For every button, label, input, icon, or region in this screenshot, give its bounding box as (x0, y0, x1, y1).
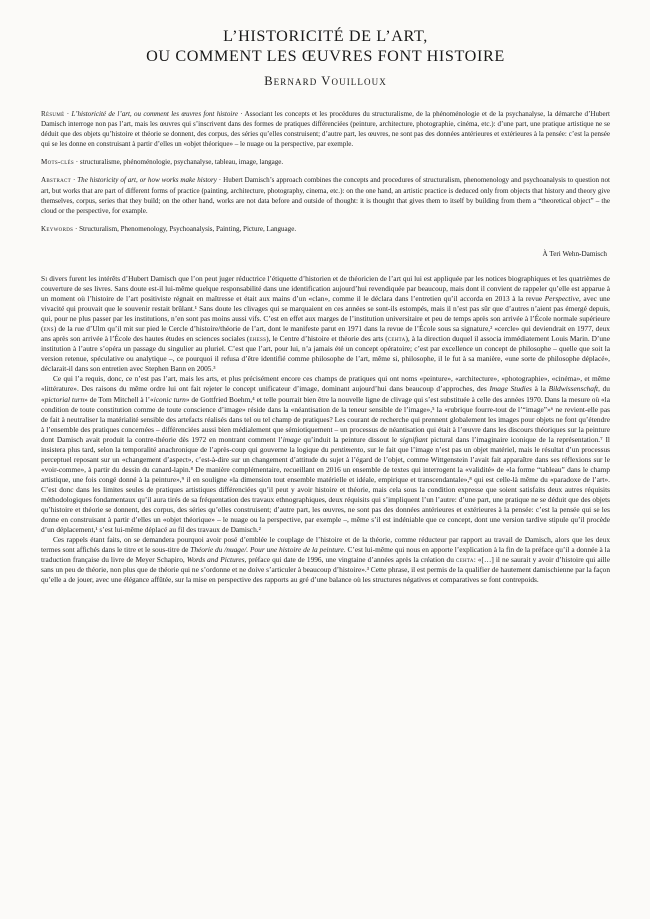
text-run: » de Tom Mitchell à l’« (84, 394, 154, 404)
text-run: ) de la rue d’Ulm qu’il mit sur pied le Cercle d’histoire/théorie de l’art, dont le manifeste parut en 1971 dans la revue de l’École sous sa signature,² «cercle» qui deviendrait en 1977, deux ans après son arrivée à l’École des hautes études en sciences sociales ( (41, 324, 610, 344)
acronym: ens (43, 324, 54, 334)
text-run: . C’est lui-même qui nous en apporte l’explication à la fin de la préface qu’il a donnée à la traduction française du livre de Meyer Schapiro, (41, 545, 610, 565)
text-run: à la (531, 384, 549, 394)
body-paragraph-2 (41, 374, 610, 535)
abstract-title: The historicity of art, or how works make history (77, 176, 217, 185)
acronym: ehess (249, 334, 267, 344)
keywords-label: Keywords (41, 224, 74, 233)
separator: · (73, 224, 80, 233)
text-run: , préface qui date de 1996, une vingtaine d’années après la création du (244, 555, 456, 565)
text-run: Ce qui l’a requis, donc, ce n’est pas l’art, mais les arts, et plus précisément encore ces champs de pratiques qui ont noms «peinture», «architecture», «photographie», «cinéma», et même «littérature». Des raisons du même ordre lui ont fait rejeter le concept unificateur d’image, dominant aujourd’hui dans beaucoup d’approches, des (41, 374, 610, 394)
abstract-section (41, 109, 610, 234)
text-run: , du « (41, 384, 610, 404)
text-run: , sur le fait que l’image n’est pas un objet matériel, mais le résultat d’un processus perceptuel reposant sur un «changement d’aspect», c’est-à-dire sur un changement d’attitude du sujet à l’égard de l’objet, comme Wittgenstein l’avait fait apparaître dans ses réflexions sur le «voir-comme», à partir du dessin du canard-lapin.⁸ De manière complémentaire, recueillant en 2016 un ensemble de textes qui interrogent la «validité» de «la forme “tableau” dans le champ artistique, une fois congé donné à la peinture»,⁹ il en souligne «la dimension tout ensemble matérielle et idéale, empirique et transcendantale»,⁸ qui est celle-là même du «paradoxe de l’art». C’est donc dans les limites seules de pratiques artistiques différenciées qu’il peut y avoir histoire et théorie, mais cela sous la condition expresse que soient satisfaits deux autres réquisits méthodologiques fondamentaux qu’il aura tirés de sa fréquentation des travaux ethnographiques, deux réquisits qui s’impliquent l’un l’autre: d’une part, une pratique ne se déduit que des objets qu’histoire et théorie se donnent, des corpus, des séries qu’elles construisent; d’autre part, les œuvres, ne sont pas des données antérieures et extérieures à la pensée: c’est la pensée qui se les donne en construisant à partir d’elles un «objet théorique» – le nuage ou la perspective, par exemple –, même s’il est indéniable que ce concept, dont une version tardive stipule qu’il procède d’un déplacement,¹ s’est lui-même déplacé au fil des travaux de Damisch.² (41, 444, 610, 535)
body-paragraph-1 (41, 274, 610, 374)
keywords-text: Structuralism, Phenomenology, Psychoanalysis, Painting, Picture, Language. (79, 224, 297, 233)
italic-run: Image Studies (489, 384, 532, 394)
separator: · (73, 158, 80, 167)
resume-title: L’historicité de l’art, ou comment les œuvres font histoire (71, 110, 238, 118)
text-run: qu’induit la peinture dissout le (300, 434, 400, 444)
italic-run: Théorie du /nuage/. Pour une histoire de la peinture (190, 545, 344, 555)
text-run: » de Gottfried Boehm,⁴ et telle pourrait bien être la nouvelle ligne de clivage qui s’est substituée à celle des années 1970. Dans la mesure où «la condition de toute constitution comme de toute conscience d’image» réside dans la «néantisation de la teneur sensible de l’image»,⁵ la «rubrique fourre-tout de l’“image”»⁶ ne revient-elle pas de fait à neutraliser la matérialité sensible des artefacts réalisés dans tel ou tel champ de pratiques? Les courant de recherche qui prennent globalement les images pour objets ne font qu’étendre à l’ensemble des pratiques concernées – différenciées aussi bien médialement que sémiotiquement – un processus de néantisation qui était à l’œuvre dans les discours théoriques sur la peinture dont Damisch avait produit la contre-théorie dès 1972 en montrant comment l’ (41, 394, 610, 444)
mots-cles-text: structuralisme, phénoménologie, psychanalyse, tableau, image, langage. (79, 158, 284, 167)
keywords-paragraph (41, 224, 610, 234)
mots-cles-block (41, 157, 610, 167)
lead-in: Si (41, 273, 48, 283)
abstract-text: Hubert Damisch’s approach combines the concepts and procedures of structuralism, phenomenology and psychoanalysis to question not art, but works that are part of different forms of practice (painting, architecture, photography, cinema, etc.): on the one hand, an artistic practice is deduced only from objects that history and theory give themselves, corpus, series that they build; on the other hand, works are not data before and outside of thought: it is thought that gives them to itself by building from them a “theoretical object” – the cloud or the perspective, for example. (41, 176, 611, 215)
keywords-block (41, 224, 610, 234)
resume-block (41, 109, 610, 149)
acronym: cehta (455, 555, 474, 565)
text-run: ), à la direction duquel il associa immédiatement Louis Marin. D’une institution à l’autre s’opéra un passage du singulier au pluriel. C’est que l’art, pour lui, n’a jamais été un concept opératoire; c’est par excellence un concept de philosophe – quelle que soit la version retenue, spéculative ou analytique –, ce pourquoi il refusa d’être identifié comme philosophe de l’art, même si, philosophe, il le fut à sa manière, «une sorte de philosophe déplacé», déclarait-il dans son entretien avec Stephen Bann en 2005.³ (41, 334, 611, 374)
text-run: Ces rappels étant faits, on se demandera pourquoi avoir posé d’emblée le couplage de l’histoire et de la théorie, comme réducteur par rapport au travail de Damisch, alors que les deux termes sont affichés dans le titre et le sous-titre de (41, 535, 610, 555)
resume-label: Résumé (41, 110, 65, 118)
mots-cles-paragraph (41, 157, 610, 167)
italic-run: pictorial turn (44, 394, 85, 404)
separator: · (216, 176, 224, 185)
author-text: Bernard Vouilloux (264, 74, 387, 88)
abstract-block (41, 175, 610, 215)
abstract-paragraph (41, 175, 610, 215)
body-paragraph-3 (41, 535, 610, 585)
acronym: cehta (387, 334, 406, 344)
text-run: : «[…] il ne saurait y avoir d’histoire qui aille sans un peu de théorie, non plus que de théorie qui ne s’ordonne et ne doive s’articuler à beaucoup d’histoire».³ Cette phrase, il est permis de la qualifier de hautement damischienne par la façon qu’elle a de jouer, avec une élégance affûtée, sur la mise en perspective des rapports au gré d’une balance où les structures négatives et comparatives se font contrepoids. (41, 555, 610, 585)
italic-run: pentimento (330, 444, 364, 454)
article-body (41, 274, 610, 585)
resume-paragraph (41, 109, 610, 149)
title-line-2: OU COMMENT LES ŒUVRES FONT HISTOIRE (146, 47, 505, 65)
mots-cles-label: Mots-clés (41, 158, 74, 167)
text-run: , avec une vivacité qui prouvait que le souvenir restait brûlant.¹ Sans doute les clivages qui se marquaient en ces années se sont-ils estompés, mais il n’est pas sûr que d’autres n’aient pas émergé depuis, qui, pour ne plus passer par les institutions, n’en sont pas moins aussi vifs. C’est en effet aux marges de l’institution universitaire et peu de temps après son arrivée à l’École normale supérieure ( (41, 294, 611, 334)
text-run: pictural dans l’imaginaire iconique de la représentation.⁷ Il insistera plus tard, selon la temporalité anachronique de l’après-coup qui gouverne la logique du (41, 434, 610, 454)
italic-run: iconic turn (153, 394, 186, 404)
italic-run: Bildwissenschaft (548, 384, 599, 394)
author-name (41, 74, 610, 89)
title-line-1: L’HISTORICITÉ DE L’ART, (223, 27, 428, 45)
resume-text: Associant les concepts et les procédures du structuralisme, de la phénoménologie et de la psychanalyse, la démarche d’Hubert Damisch interroge non pas l’art, mais les œuvres qui s’inscrivent dans des formes de pratiques différenciées (peinture, architecture, photographie, cinéma, etc.): d’une part, une pratique artistique ne se déduit que des objets qu’histoire et théorie se donnent, des corpus, des séries qu’elles construisent; d’autre part, les œuvres, ne sont pas des données antérieures et extérieures à la pensée: c’est la pensée qui se les donne en construisant à partir d’elles un «objet théorique» – le nuage ou la perspective, par exemple. (41, 110, 610, 149)
dedication: À Teri Wehn-Damisch (542, 249, 607, 258)
italic-run: image (282, 434, 301, 444)
text-run: divers furent les intérêts d’Hubert Damisch que l’on peut juger réductrice l’étiquette d’historien et de théoricien de l’art qui lui est appliquée par les notices biographiques et les quatrièmes de couverture de ses livres. Sans doute est-il lui-même quelque responsabilité dans une identification aujourd’hui revendiquée par beaucoup, mais dont il convient de rappeler qu’elle est apparue à un moment où l’histoire de l’art positiviste régnait en maîtresse et était aux mains d’un «clan», comme il le déclara dans l’entretien qu’il accorda en 2013 à la revue (41, 273, 610, 304)
text-run: ), le Centre d’histoire et théorie des arts ( (266, 334, 388, 344)
abstract-label: Abstract (41, 176, 71, 185)
article-title (41, 26, 610, 66)
italic-run: Perspective (544, 294, 580, 304)
separator: · (237, 110, 245, 118)
italic-run: Words and Pictures (186, 555, 245, 565)
separator: · (71, 176, 78, 185)
italic-run: signifiant (399, 434, 428, 444)
separator: · (64, 110, 72, 118)
